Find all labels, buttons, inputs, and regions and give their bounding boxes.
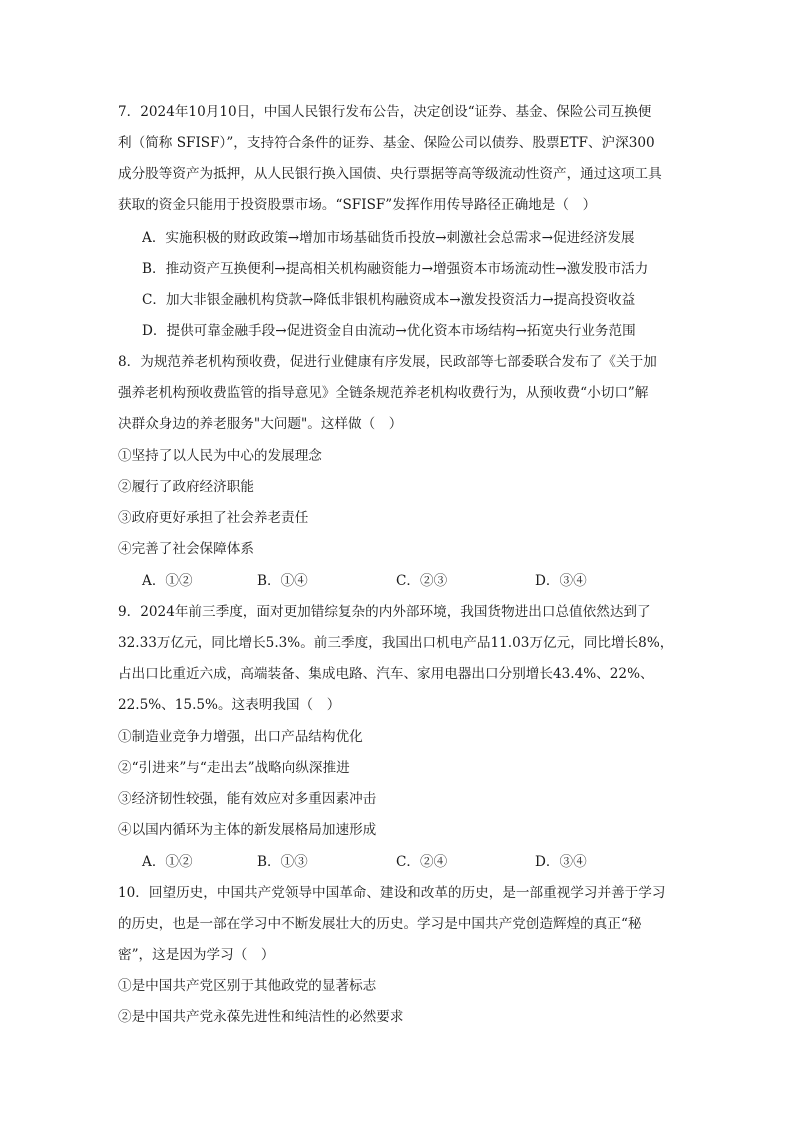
question-10-stem-line-1: 10．回望历史，中国共产党领导中国革命、建设和改革的历史，是一部重视学习并善于学习 <box>118 885 666 901</box>
question-8-choices <box>142 571 662 591</box>
question-8-stem-line-3: 决群众身边的养老服务"大问题"。这样做（ ） <box>118 416 403 432</box>
question-10-statement-2: ②是中国共产党永葆先进性和纯洁性的必然要求 <box>118 1009 404 1025</box>
question-8-choice-d: D．③④ <box>535 573 587 589</box>
question-9-stem-line-4: 22.5%、15.5%。这表明我国（ ） <box>118 697 341 713</box>
question-7-option-b: B．推动资产互换便利→提高相关机构融资能力→增强资本市场流动性→激发股市活力 <box>142 261 649 277</box>
question-7-option-d: D．提供可靠金融手段→促进资金自由流动→优化资本市场结构→拓宽央行业务范围 <box>142 323 636 339</box>
question-9-choice-b: B．①③ <box>257 854 308 870</box>
question-10-statement-1: ①是中国共产党区别于其他政党的显著标志 <box>118 978 377 994</box>
question-9-statement-2: ②“引进来”与“走出去”战略向纵深推进 <box>118 760 350 776</box>
question-9-choice-d: D．③④ <box>535 854 587 870</box>
question-9-statement-3: ③经济韧性较强，能有效应对多重因素冲击 <box>118 791 377 807</box>
question-8-statement-2: ②履行了政府经济职能 <box>118 479 254 495</box>
question-8-stem-line-2: 强养老机构预收费监管的指导意见》全链条规范养老机构收费行为，从预收费“小切口”解 <box>118 385 649 401</box>
question-9-statement-1: ①制造业竞争力增强，出口产品结构优化 <box>118 729 363 745</box>
question-8-choice-b: B．①④ <box>257 573 308 589</box>
question-9-choice-a: A．①② <box>142 854 193 870</box>
question-8-choice-c: C．②③ <box>396 573 448 589</box>
question-7-stem-line-1: 7．2024年10月10日，中国人民银行发布公告，决定创设“证券、基金、保险公司互换便 <box>118 104 652 120</box>
question-9-statement-4: ④以国内循环为主体的新发展格局加速形成 <box>118 822 377 838</box>
question-9-choices <box>142 852 662 872</box>
question-8-stem-line-1: 8．为规范养老机构预收费，促进行业健康有序发展，民政部等七部委联合发布了《关于加 <box>118 354 657 370</box>
question-9-choice-c: C．②④ <box>396 854 448 870</box>
question-7-stem-line-3: 成分股等资产为抵押，从人民银行换入国债、央行票据等高等级流动性资产，通过这项工具 <box>118 166 662 182</box>
question-7-stem-line-2: 利（简称 SFISF）”，支持符合条件的证券、基金、保险公司以债券、股票ETF、沪深300 <box>118 135 655 151</box>
question-7-stem-line-4: 获取的资金只能用于投资股票市场。“SFISF”发挥作用传导路径正确地是（ ） <box>118 197 597 213</box>
question-9-stem-line-1: 9．2024年前三季度，面对更加错综复杂的内外部环境，我国货物进出口总值依然达到了 <box>118 604 651 620</box>
question-7-option-c: C．加大非银金融机构贷款→降低非银机构融资成本→激发投资活力→提高投资收益 <box>142 292 636 308</box>
question-9-stem-line-3: 占出口比重近六成，高端装备、集成电路、汽车、家用电器出口分别增长43.4%、22%、 <box>118 666 654 682</box>
question-8-choice-a: A．①② <box>142 573 193 589</box>
question-10-stem-line-2: 的历史，也是一部在学习中不断发展壮大的历史。学习是中国共产党创造辉煌的真正“秘 <box>118 916 642 932</box>
question-8-statement-1: ①坚持了以人民为中心的发展理念 <box>118 448 322 464</box>
question-8-statement-4: ④完善了社会保障体系 <box>118 541 254 557</box>
question-7-option-a: A．实施积极的财政政策→增加市场基础货币投放→刺激社会总需求→促进经济发展 <box>142 230 635 246</box>
question-8-statement-3: ③政府更好承担了社会养老责任 <box>118 510 309 526</box>
question-10-stem-line-3: 密”，这是因为学习（ ） <box>118 947 275 963</box>
question-9-stem-line-2: 32.33万亿元，同比增长5.3%。前三季度，我国出口机电产品11.03万亿元，同比增长8%， <box>118 635 674 651</box>
